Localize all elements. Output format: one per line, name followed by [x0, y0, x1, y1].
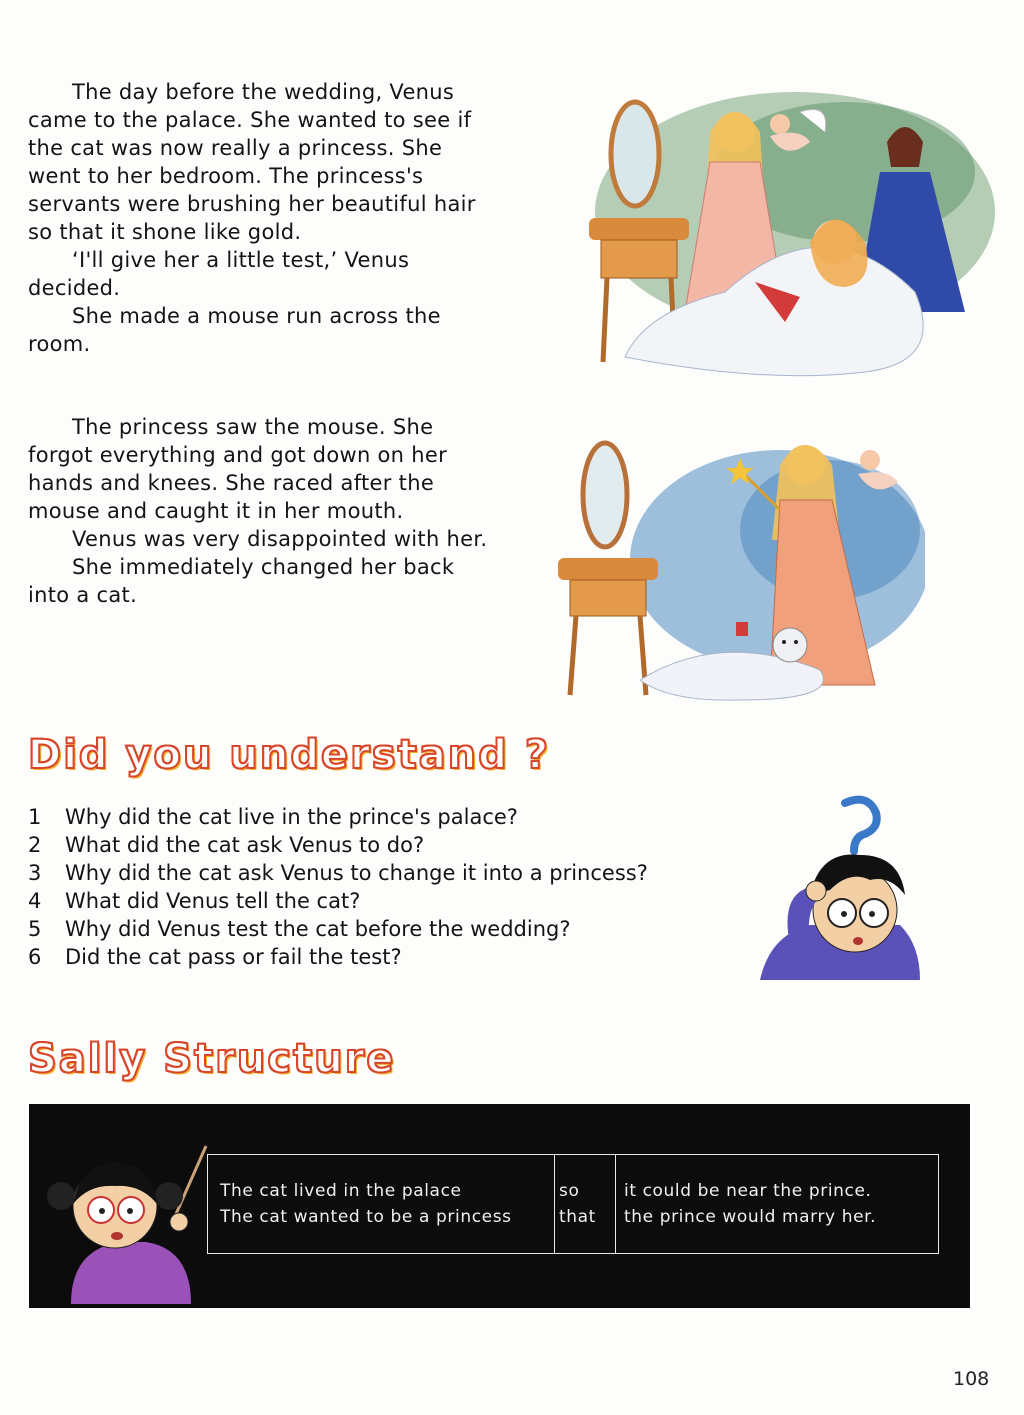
- question-number: 3: [28, 861, 42, 885]
- structure-line: the prince would marry her.: [624, 1207, 877, 1227]
- question-item: [28, 803, 758, 831]
- sally-teacher-illustration: [41, 1144, 211, 1304]
- structure-table: [207, 1154, 939, 1254]
- question-text: Why did Venus test the cat before the wedding?: [65, 917, 571, 941]
- question-number: 4: [28, 889, 42, 913]
- page-number: 108: [953, 1368, 990, 1390]
- structure-line: The cat wanted to be a princess: [220, 1207, 512, 1227]
- question-text: What did the cat ask Venus to do?: [65, 833, 425, 857]
- question-text: Why did the cat ask Venus to change it into a princess?: [65, 861, 648, 885]
- question-number: 5: [28, 917, 42, 941]
- structure-main-clause: [208, 1155, 555, 1253]
- story-text: Venus was very disappointed with her.: [72, 527, 488, 551]
- story-text: She immediately changed her back into a cat.: [28, 555, 455, 607]
- question-item: [28, 831, 758, 859]
- thinking-boy-illustration: [750, 795, 925, 980]
- question-list: [28, 803, 758, 971]
- question-text: What did Venus tell the cat?: [65, 889, 361, 913]
- question-text: Why did the cat live in the prince's palace?: [65, 805, 518, 829]
- story-text: The day before the wedding, Venus came to the palace. She wanted to see if the cat was now really a princess. She went to her bedroom. The princess's servants were brushing her beautiful hair so that it shone like gold.: [28, 80, 476, 244]
- question-text: Did the cat pass or fail the test?: [65, 945, 402, 969]
- question-number: 1: [28, 805, 42, 829]
- illustration-princess-bedroom: [585, 92, 1000, 384]
- story-text: ‘I'll give her a little test,’ Venus decided.: [28, 248, 410, 300]
- question-number: 6: [28, 945, 42, 969]
- question-number: 2: [28, 833, 42, 857]
- structure-connector-cell: [555, 1155, 616, 1253]
- story-paragraph-2: [28, 413, 488, 609]
- story-text: She made a mouse run across the room.: [28, 304, 441, 356]
- question-item: [28, 859, 758, 887]
- structure-line: The cat lived in the palace: [220, 1181, 462, 1201]
- question-item: [28, 943, 758, 971]
- structure-connector: so that: [559, 1181, 596, 1227]
- story-paragraph-1: [28, 78, 488, 358]
- question-item: [28, 915, 758, 943]
- sally-structure-heading: Sally Structure: [28, 1036, 396, 1082]
- structure-line: it could be near the prince.: [624, 1181, 872, 1201]
- structure-purpose-clause: [616, 1155, 938, 1253]
- illustration-cat-transformation: [540, 430, 925, 705]
- question-item: [28, 887, 758, 915]
- did-you-understand-heading: Did you understand ?: [28, 732, 551, 778]
- structure-panel: [29, 1104, 970, 1308]
- story-text: The princess saw the mouse. She forgot everything and got down on her hands and knees. She raced after the mouse and caught it in her mouth.: [28, 415, 448, 523]
